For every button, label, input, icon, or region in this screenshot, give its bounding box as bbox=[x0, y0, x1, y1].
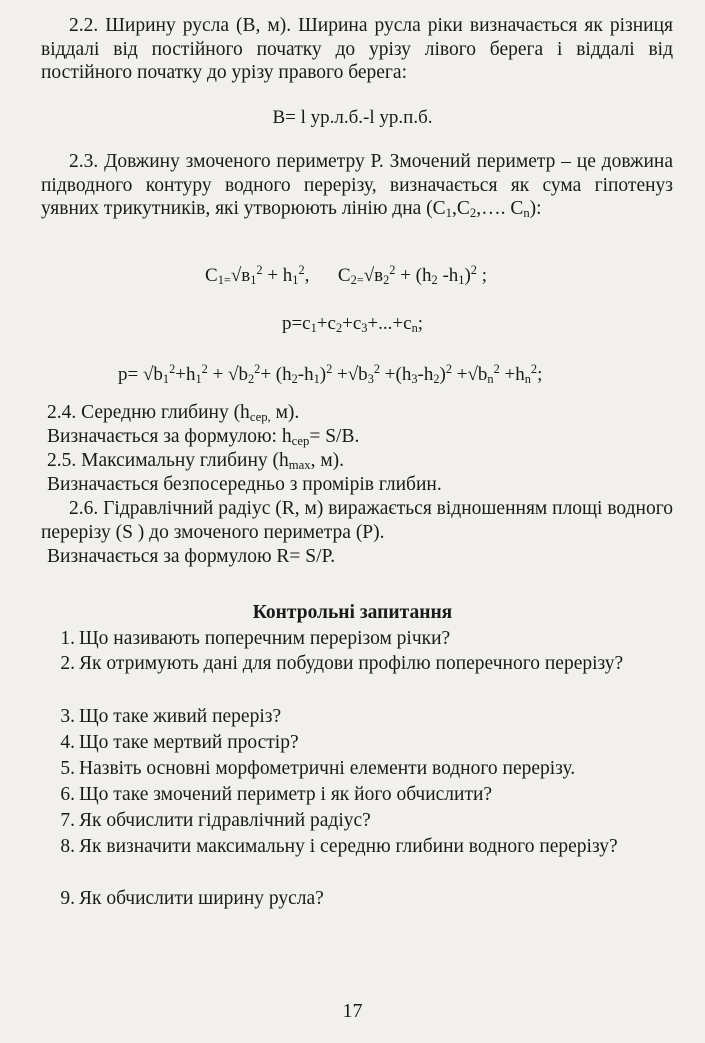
formula-width: В= l ур.л.б.-l ур.п.б. bbox=[272, 107, 433, 128]
formula-perimeter-sum: $р=с_1+с_2+с_3+...+с_n$; bbox=[281, 313, 424, 336]
section-2-5-text: Визначається безпосередньо з промірів глибин. bbox=[47, 474, 442, 495]
document-page: 2.2. Ширину русла (В, м). Ширина русла ріки визначається як різниця віддалі від постійного початку до урізу лівого берега і віддалі від постійного початку до урізу правого берега: В= l ур.л.б.-l ур.п.б. 2.3. Довжину змоченого периметру Р. Змочений периметр – це довжина підводного контуру водного перерізу, визначається як сума гіпотенуз уявних трикутників, які утворюють лінію дна ($С_1,С_2,\dots$. $С_n$): $С_{1=}√в_1^2 + h_1^2$, $С_{2=}√в_2^2 + (h_2$ $-h_1)^2$ ; $р=с_1+с_2+с_3+...+с_n$; $р= √b_1^2+h_1^2 + √b_2^2+ (h_2-h_1)^2 +√b_3^2 +(h_3-h_2)^2 +√b_n^2 +h_n^2$; 2.4. Середню глибину ($h_{сер,}$ м). Визначається за формулою: $h_{сер}= S/B$. 2.5. Максимальну глибину ($h_{max}$, м). Визначається безпосередньо з промірів глибин. 2.6. Гідравлічний радіус (R, м) виражається відношенням площі водного перерізу (S ) до змоченого периметра (Р). Визначається за формулою R= S/P. Контрольні запитання 1. Що називають поперечним перерізом річки? 2. Як отримують дані для побудови профілю поперечного перерізу? 3. Що таке живий переріз? 4. Що таке мертвий простір? 5. Назвіть основні морфометричні елементи водного перерізу. 6. Що таке змочений периметр і як його обчислити? 7. Як обчислити гідравлічний радіус? 8. Як визначити максимальну і середню глибини водного перерізу? 9. Як обчислити ширину русла? 17 bbox=[0, 0, 705, 1043]
section-2-6: 2.6. Гідравлічний радіус (R, м) виражається відношенням площі водного перерізу (S ) до змоченого периметра (Р). bbox=[41, 498, 673, 543]
formula-perimeter-full: $р= √b_1^2+h_1^2 + √b_2^2+ (h_2-h_1)^2 +√b_3^2 +(h_3-h_2)^2 +√b_n^2 +h_n^2$; bbox=[118, 362, 543, 386]
section-2-5: 2.5. Максимальну глибину ($h_{max}$, м). bbox=[47, 450, 345, 473]
section-2-3: 2.3. Довжину змоченого периметру Р. Змочений периметр – це довжина підводного контуру водного перерізу, визначається як сума гіпотенуз уявних трикутників, які утворюють лінію дна ($С_1,С_2,\dots$. $С_n$): bbox=[41, 151, 673, 221]
formula-c1-c2: $С_{1=}√в_1^2 + h_1^2$, $С_{2=}√в_2^2 + (h_2$ $-h_1)^2$ ; bbox=[205, 263, 487, 287]
section-2-6-formula: Визначається за формулою R= S/P. bbox=[47, 546, 336, 567]
section-2-4: 2.4. Середню глибину ($h_{сер,}$ м). bbox=[47, 402, 300, 425]
page-number: 17 bbox=[342, 1000, 363, 1022]
section-2-4-formula: Визначається за формулою: $h_{сер}= S/B$. bbox=[47, 426, 360, 449]
section-2-2: 2.2. Ширину русла (В, м). Ширина русла ріки визначається як різниця віддалі від постійного початку до урізу лівого берега і віддалі від постійного початку до урізу правого берега: bbox=[41, 15, 673, 83]
questions-heading: Контрольні запитання bbox=[252, 602, 453, 623]
